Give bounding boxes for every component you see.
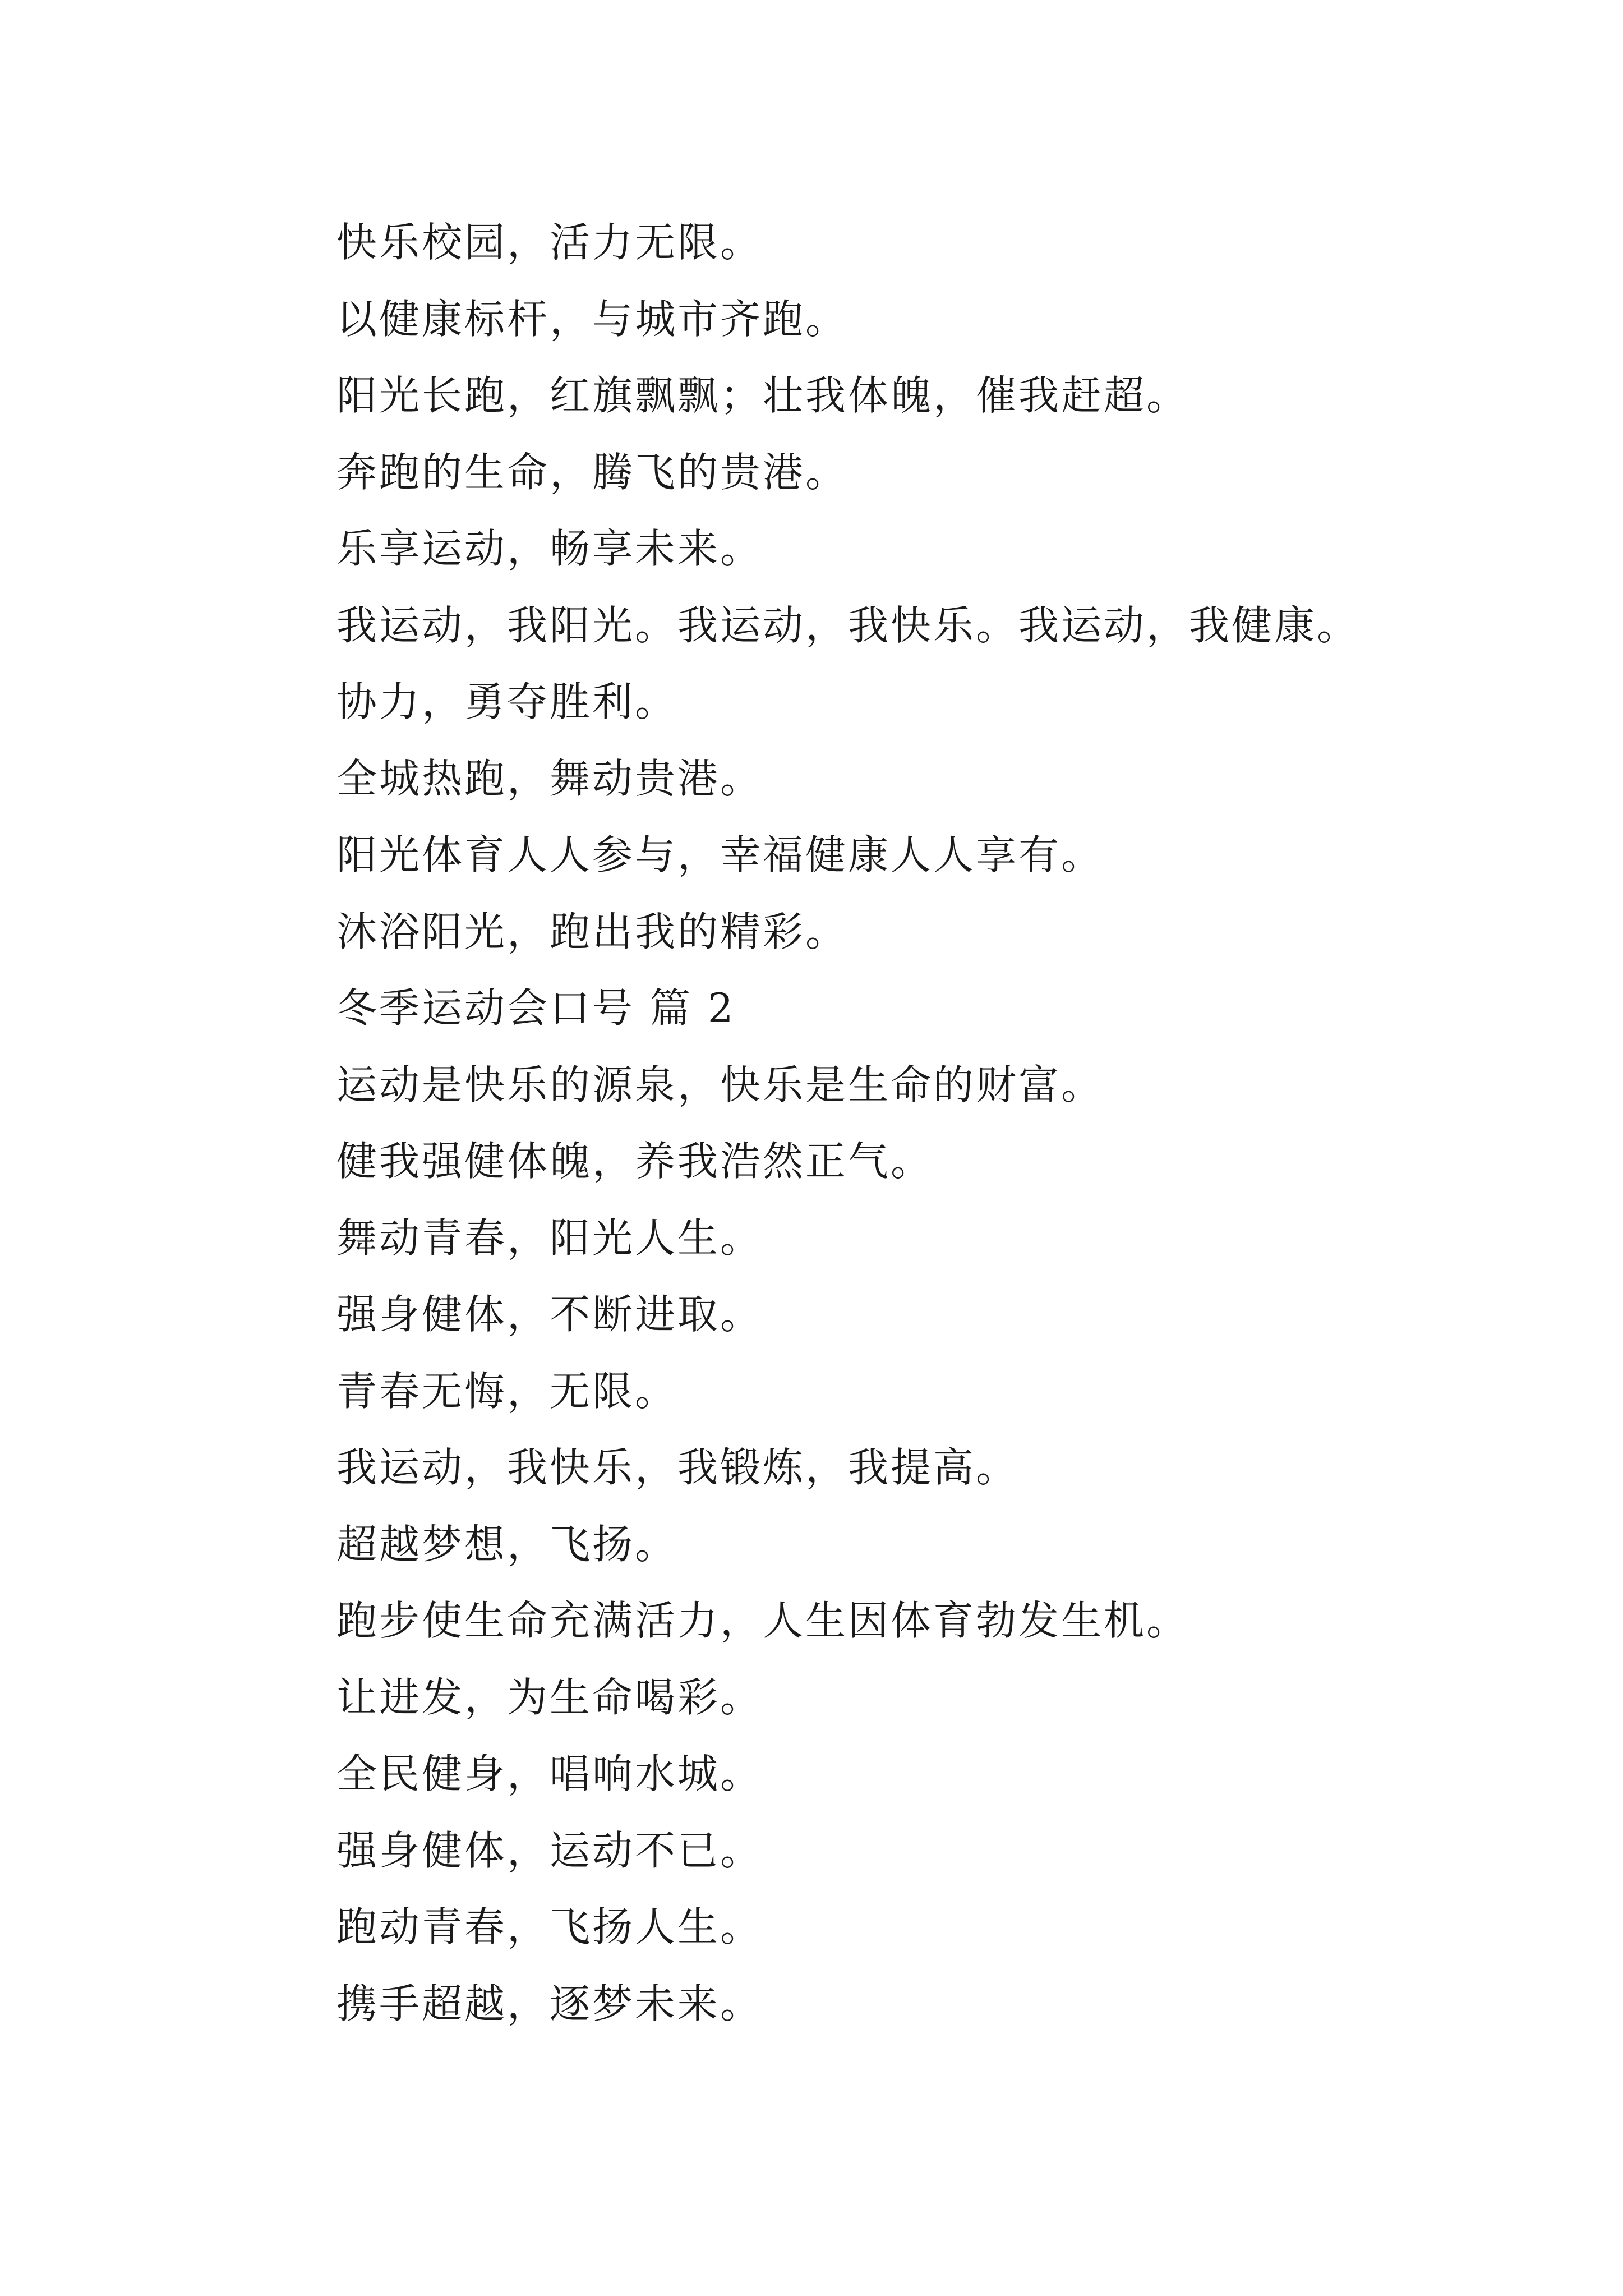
slogan-line: 以健康标杆，与城市齐跑。 <box>336 295 849 343</box>
slogan-line: 快乐校园，活力无限。 <box>336 219 763 266</box>
slogan-line: 舞动青春，阳光人生。 <box>336 1214 763 1262</box>
slogan-line: 健我强健体魄，养我浩然正气。 <box>336 1138 934 1185</box>
slogan-line: 我运动，我阳光。我运动，我快乐。我运动，我健康。 <box>336 601 1360 649</box>
slogan-list <box>336 213 1570 2051</box>
slogan-line: 乐享运动，畅享未来。 <box>336 525 763 572</box>
slogan-line: 强身健体，运动不已。 <box>336 1826 763 1874</box>
slogan-line: 阳光体育人人参与，幸福健康人人享有。 <box>336 831 1104 878</box>
slogan-line: 跑步使生命充满活力，人生因体育勃发生机。 <box>336 1597 1189 1644</box>
section-heading: 冬季运动会口号 篇 2 <box>336 984 736 1032</box>
slogan-line: 强身健体，不断进取。 <box>336 1291 763 1338</box>
slogan-line: 全城热跑，舞动贵港。 <box>336 754 763 802</box>
slogan-line: 阳光长跑，红旗飘飘；壮我体魄，催我赶超。 <box>336 372 1189 419</box>
slogan-line: 跑动青春，飞扬人生。 <box>336 1903 763 1950</box>
slogan-line: 奔跑的生命，腾飞的贵港。 <box>336 448 849 496</box>
slogan-line: 我运动，我快乐，我锻炼，我提高。 <box>336 1444 1019 1491</box>
slogan-line: 沐浴阳光，跑出我的精彩。 <box>336 908 849 955</box>
slogan-line: 青春无悔，无限。 <box>336 1367 678 1415</box>
slogan-line: 协力，勇夺胜利。 <box>336 678 678 725</box>
slogan-line: 全民健身，唱响水城。 <box>336 1750 763 1797</box>
slogan-line: 超越梦想，飞扬。 <box>336 1520 678 1568</box>
slogan-line: 让进发，为生命喝彩。 <box>336 1673 763 1721</box>
slogan-line: 携手超越，逐梦未来。 <box>336 1980 763 2027</box>
slogan-line: 运动是快乐的源泉，快乐是生命的财富。 <box>336 1061 1104 1108</box>
